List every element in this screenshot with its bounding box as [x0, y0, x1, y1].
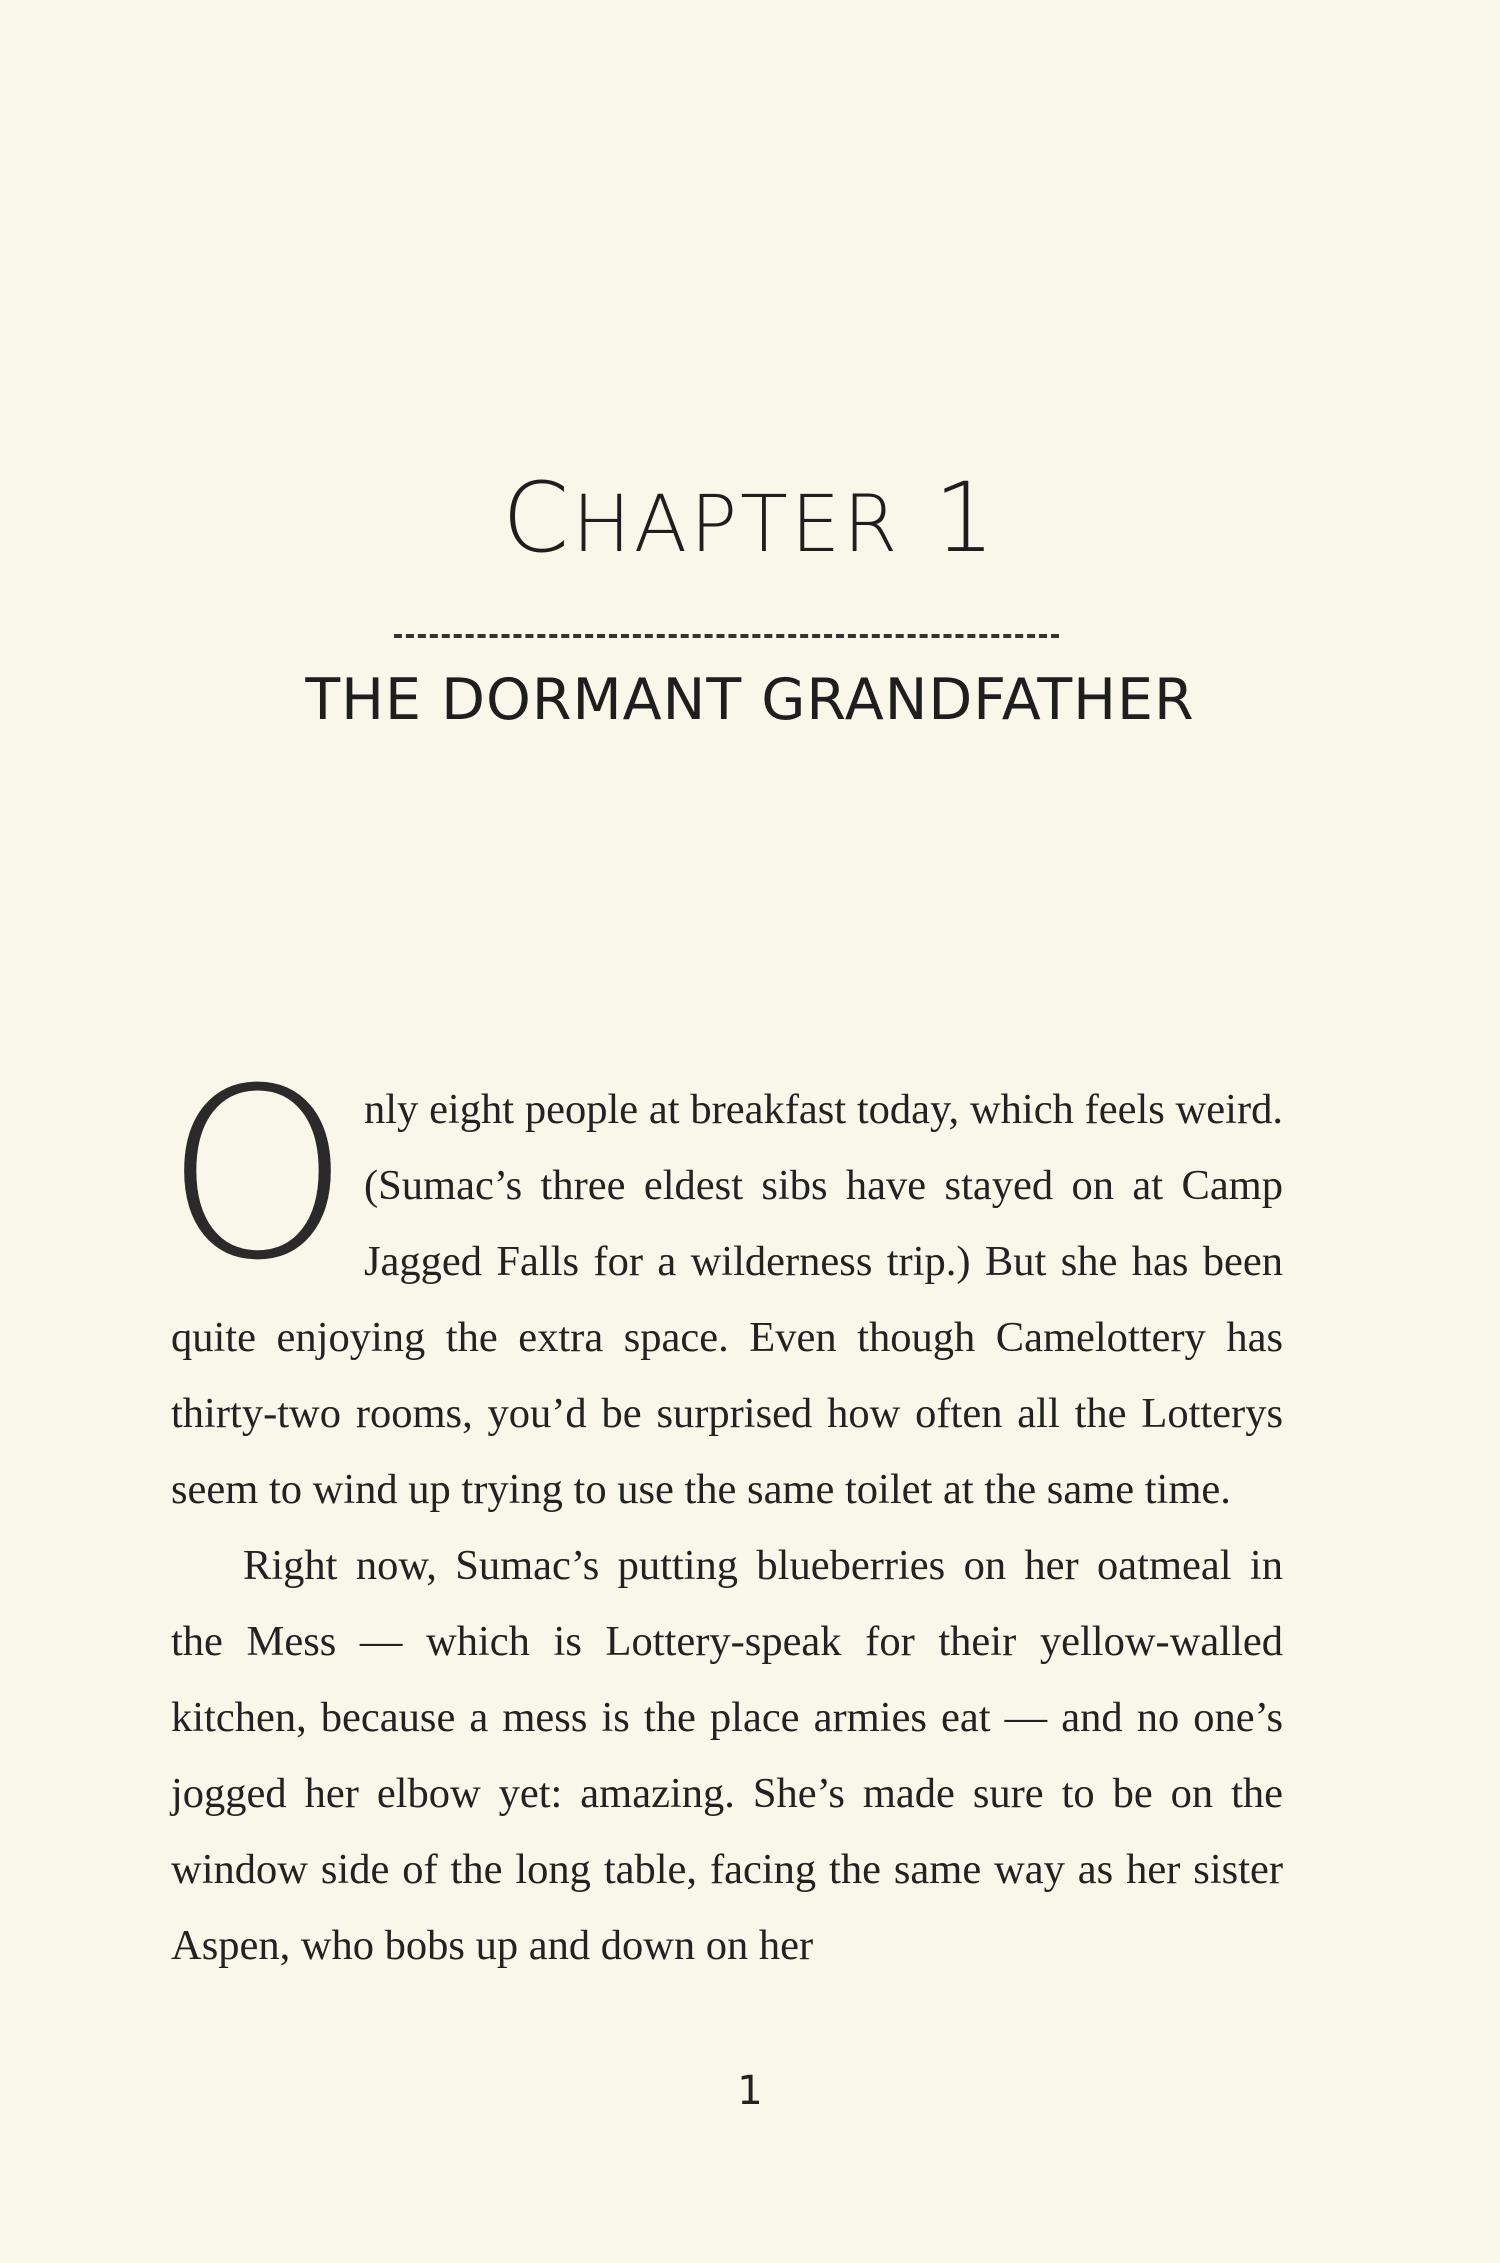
paragraph-1 — [165, 1039, 1283, 1528]
chapter-divider — [394, 634, 1059, 638]
drop-cap: O — [165, 1039, 350, 1312]
paragraph-2: Right now, Sumac’s putting blueberries on her oatmeal in the Mess — which is Lottery-speak for their yellow-walled kitchen, because a mess is the place armies eat — and no one’s jogged her elbow yet: amazing. She’s made sure to be on the window side of the long table, facing the same way as her sister Aspen, who bobs up and down on her — [171, 1542, 1283, 1969]
body-text — [165, 1039, 1283, 1984]
chapter-title: THE DORMANT GRANDFATHER — [305, 667, 1195, 733]
page-number: 1 — [737, 2068, 763, 2114]
chapter-heading — [0, 462, 1500, 574]
chapter-heading-word: HAPTER — [572, 480, 901, 570]
chapter-number: 1 — [933, 462, 998, 574]
chapter-heading-initial: C — [502, 462, 573, 574]
paragraph-1-text: nly eight people at breakfast today, which feels weird. (Sumac’s three eldest sibs have stayed on at Camp Jagged Falls for a wilderness trip.) But she has been quite enjoying the extra space. Even though Camelottery has thirty-two rooms, you’d be surprised how often all the Lotterys seem to wind up trying to use the same toilet at the same time. — [171, 1086, 1283, 1513]
